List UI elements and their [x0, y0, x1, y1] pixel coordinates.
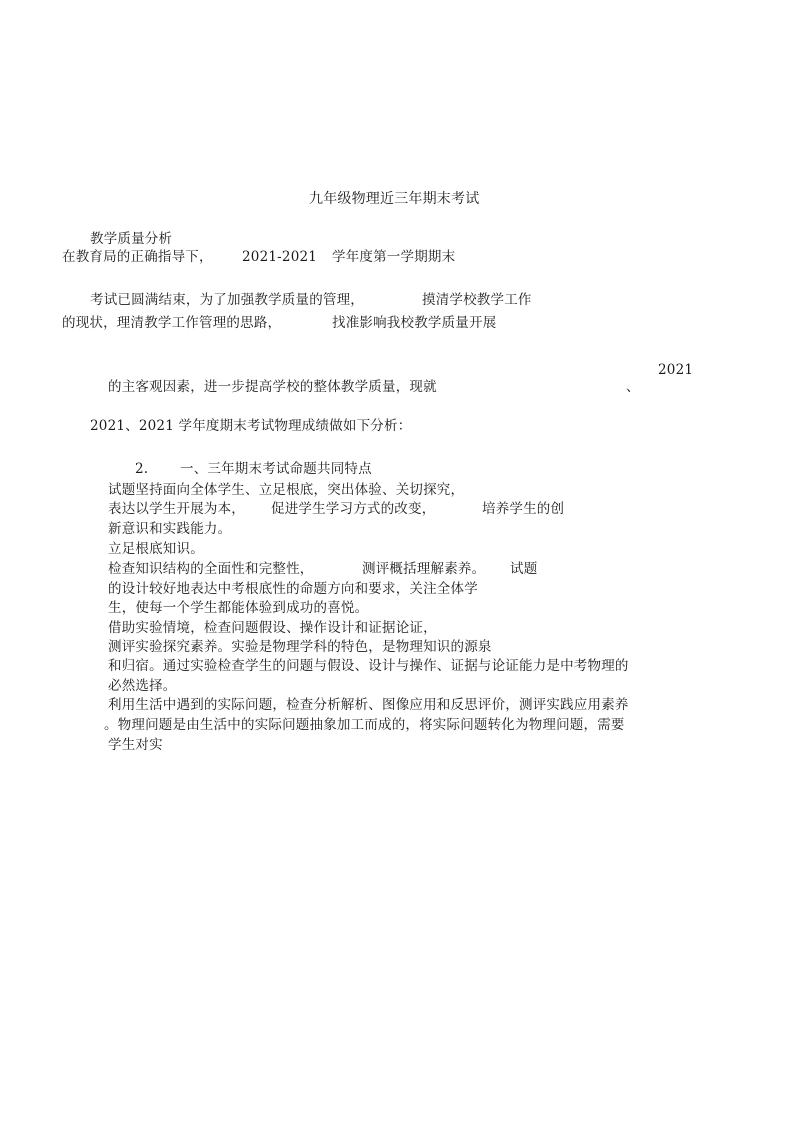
- text-line: 学生对实: [108, 737, 163, 753]
- section-heading: 一、三年期末考试命题共同特点: [180, 461, 372, 477]
- text-line: 生，使每一个学生都能体验到成功的喜悦。: [108, 600, 369, 616]
- text-line: 试题坚持面向全体学生、立足根底，突出体验、关切探究，: [108, 482, 465, 498]
- text-fragment: 2021-2021: [242, 249, 318, 265]
- text-line: 测评实验探究素养。实验是物理学科的特色，是物理知识的源泉: [108, 639, 492, 655]
- text-line: 的设计较好地表达中考根底性的命题方向和要求，关注全体学: [108, 581, 478, 597]
- text-line: 检查知识结构的全面性和完整性，: [108, 561, 314, 577]
- text-line: 教学质量分析: [90, 231, 173, 247]
- text-line: 新意识和实践能力。: [108, 521, 232, 537]
- text-line: 的现状，理清教学工作管理的思路，: [62, 315, 282, 331]
- text-fragment: 培养学生的创: [482, 501, 565, 517]
- text-fragment: 2021: [658, 362, 694, 378]
- document-title: 九年级物理近三年期末考试: [309, 191, 480, 207]
- text-line: 立足根底知识。: [108, 541, 204, 557]
- text-line: 借助实验情境，检查问题假设、操作设计和证据论证，: [108, 620, 437, 636]
- text-fragment: 测评概括理解素养。: [362, 561, 486, 577]
- text-line: 表达以学生开展为本，: [108, 501, 245, 517]
- text-line: 2021、2021 学年度期末考试物理成绩做如下分析：: [90, 418, 412, 434]
- text-line: 考试已圆满结束，为了加强教学质量的管理，: [90, 292, 364, 308]
- text-line: 。物理问题是由生活中的实际问题抽象加工而成的，将实际问题转化为物理问题，需要: [104, 717, 625, 733]
- text-line: 和归宿。通过实验检查学生的问题与假设、设计与操作、证据与论证能力是中考物理的: [108, 658, 629, 674]
- text-fragment: 找准影响我校教学质量开展: [332, 315, 497, 331]
- text-fragment: 促进学生学习方式的改变，: [271, 501, 436, 517]
- text-line: 在教育局的正确指导下，: [62, 249, 213, 265]
- text-line: 必然选择。: [108, 678, 177, 694]
- section-number: 2.: [135, 461, 149, 477]
- text-fragment: 摸清学校教学工作: [422, 292, 532, 308]
- text-line: 利用生活中遇到的实际问题，检查分析解析、图像应用和反思评价，测评实践应用素养: [108, 697, 629, 713]
- text-fragment: 、: [626, 379, 640, 395]
- text-fragment: 学年度第一学期期末: [332, 249, 456, 265]
- text-fragment: 试题: [510, 561, 538, 577]
- text-line: 的主客观因素，进一步提高学校的整体教学质量，现就: [108, 379, 437, 395]
